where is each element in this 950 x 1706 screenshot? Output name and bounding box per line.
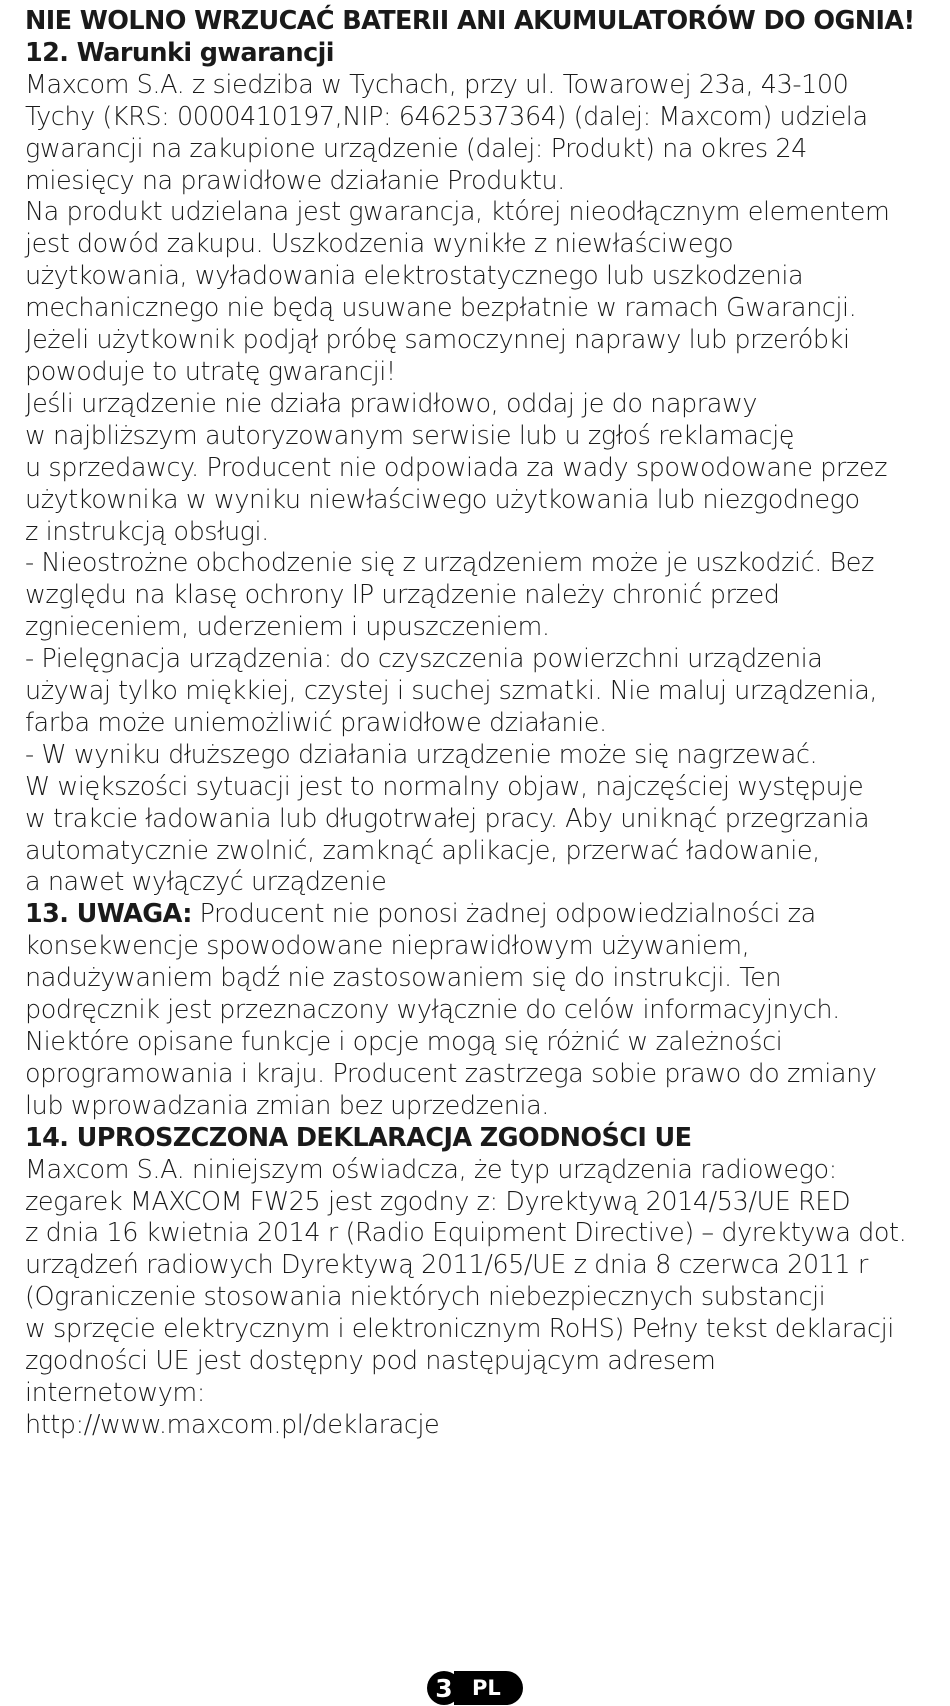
text-line: - Nieostrożne obchodzenie się z urządzeniem może je uszkodzić. Bez (25, 548, 874, 579)
text-line: lub wprowadzania zmian bez uprzedzenia. (25, 1090, 549, 1121)
text-line: a nawet wyłączyć urządzenie (25, 867, 387, 898)
text-line: Jeśli urządzenie nie działa prawidłowo, oddaj je do naprawy (25, 388, 758, 419)
text-line: z dnia 16 kwietnia 2014 r (Radio Equipment Directive) – dyrektywa dot. (25, 1218, 907, 1249)
language-badge: PL (451, 1671, 523, 1705)
page-number-badge: 3 (427, 1671, 461, 1705)
text-line: W większości sytuacji jest to normalny objaw, najczęściej występuje (25, 771, 864, 802)
text-line: używaj tylko miękkiej, czystej i suchej szmatki. Nie maluj urządzenia, (25, 676, 878, 707)
text-line: - Pielęgnacja urządzenia: do czyszczenia powierzchni urządzenia (25, 644, 823, 675)
notice-section-body (25, 931, 940, 1122)
warranty-section-body (25, 70, 940, 900)
text-line: oprogramowania i kraju. Producent zastrzega sobie prawo do zmiany (25, 1058, 877, 1089)
text-line: u sprzedawcy. Producent nie odpowiada za wady spowodowane przez (25, 452, 888, 483)
notice-section-first-line (25, 899, 940, 931)
text-line: w najbliższym autoryzowanym serwisie lub u zgłoś reklamację (25, 420, 795, 451)
declaration-section-body (25, 1155, 940, 1442)
text-line: nadużywaniem bądź nie zastosowaniem się do instrukcji. Ten (25, 963, 782, 994)
text-line: Na produkt udzielana jest gwarancja, której nieodłącznym elementem (25, 197, 890, 228)
declaration-section-heading: 14. UPROSZCZONA DEKLARACJA ZGODNOŚCI UE (25, 1122, 692, 1153)
text-line: Maxcom S.A. z siedziba w Tychach, przy ul. Towarowej 23a, 43-100 (25, 69, 849, 100)
text-line: miesięcy na prawidłowe działanie Produktu. (25, 165, 565, 196)
text-line: - W wyniku dłuższego działania urządzenie może się nagrzewać. (25, 739, 818, 770)
text-line: automatycznie zwolnić, zamknąć aplikacje, przerwać ładowanie, (25, 835, 820, 866)
text-line: Tychy (KRS: 0000410197,NIP: 6462537364) (dalej: Maxcom) udziela (25, 101, 868, 132)
text-line: w sprzęcie elektrycznym i elektronicznym RoHS) Pełny tekst deklaracji (25, 1314, 894, 1345)
text-line: zgnieceniem, uderzeniem i upuszczeniem. (25, 612, 550, 643)
text-line: (Ograniczenie stosowania niektórych niebezpiecznych substancji (25, 1282, 826, 1313)
text-line: w trakcie ładowania lub długotrwałej pracy. Aby uniknąć przegrzania (25, 803, 870, 834)
text-line: internetowym: (25, 1377, 205, 1408)
text-line: z instrukcją obsługi. (25, 516, 269, 547)
notice-first-line-text: Producent nie ponosi żadnej odpowiedzialności za (191, 899, 816, 930)
fire-warning-heading: NIE WOLNO WRZUCAĆ BATERII ANI AKUMULATORÓW DO OGNIA! (25, 6, 915, 36)
warranty-section-heading: 12. Warunki gwarancji (25, 37, 334, 68)
notice-label: 13. UWAGA: (25, 899, 192, 930)
text-line: konsekwencje spowodowane nieprawidłowym używaniem, (25, 931, 750, 962)
declaration-url: http://www.maxcom.pl/deklaracje (25, 1409, 440, 1440)
document-page (25, 6, 940, 1442)
text-line: powoduje to utratę gwarancji! (25, 356, 396, 387)
text-line: farba może uniemożliwić prawidłowe działanie. (25, 707, 607, 738)
text-line: użytkowania, wyładowania elektrostatycznego lub uszkodzenia (25, 261, 804, 292)
text-line: jest dowód zakupu. Uszkodzenia wynikłe z niewłaściwego (25, 229, 734, 260)
text-line: względu na klasę ochrony IP urządzenie należy chronić przed (25, 580, 780, 611)
text-line: Niektóre opisane funkcje i opcje mogą się różnić w zależności (25, 1027, 783, 1057)
text-line: gwarancji na zakupione urządzenie (dalej: Produkt) na okres 24 (25, 133, 807, 164)
text-line: zgodności UE jest dostępny pod następującym adresem (25, 1346, 716, 1377)
text-line: Maxcom S.A. niniejszym oświadcza, że typ urządzenia radiowego: (25, 1154, 837, 1185)
text-line: użytkownika w wyniku niewłaściwego użytkowania lub niezgodnego (25, 484, 860, 515)
text-line: urządzeń radiowych Dyrektywą 2011/65/UE z dnia 8 czerwca 2011 r (25, 1250, 868, 1281)
text-line: Jeżeli użytkownik podjął próbę samoczynnej naprawy lub przeróbki (25, 325, 850, 356)
text-line: mechanicznego nie będą usuwane bezpłatnie w ramach Gwarancji. (25, 293, 857, 324)
text-line: podręcznik jest przeznaczony wyłącznie do celów informacyjnych. (25, 995, 840, 1026)
text-line: zegarek MAXCOM FW25 jest zgodny z: Dyrektywą 2014/53/UE RED (25, 1186, 851, 1217)
page-footer (427, 1670, 523, 1706)
